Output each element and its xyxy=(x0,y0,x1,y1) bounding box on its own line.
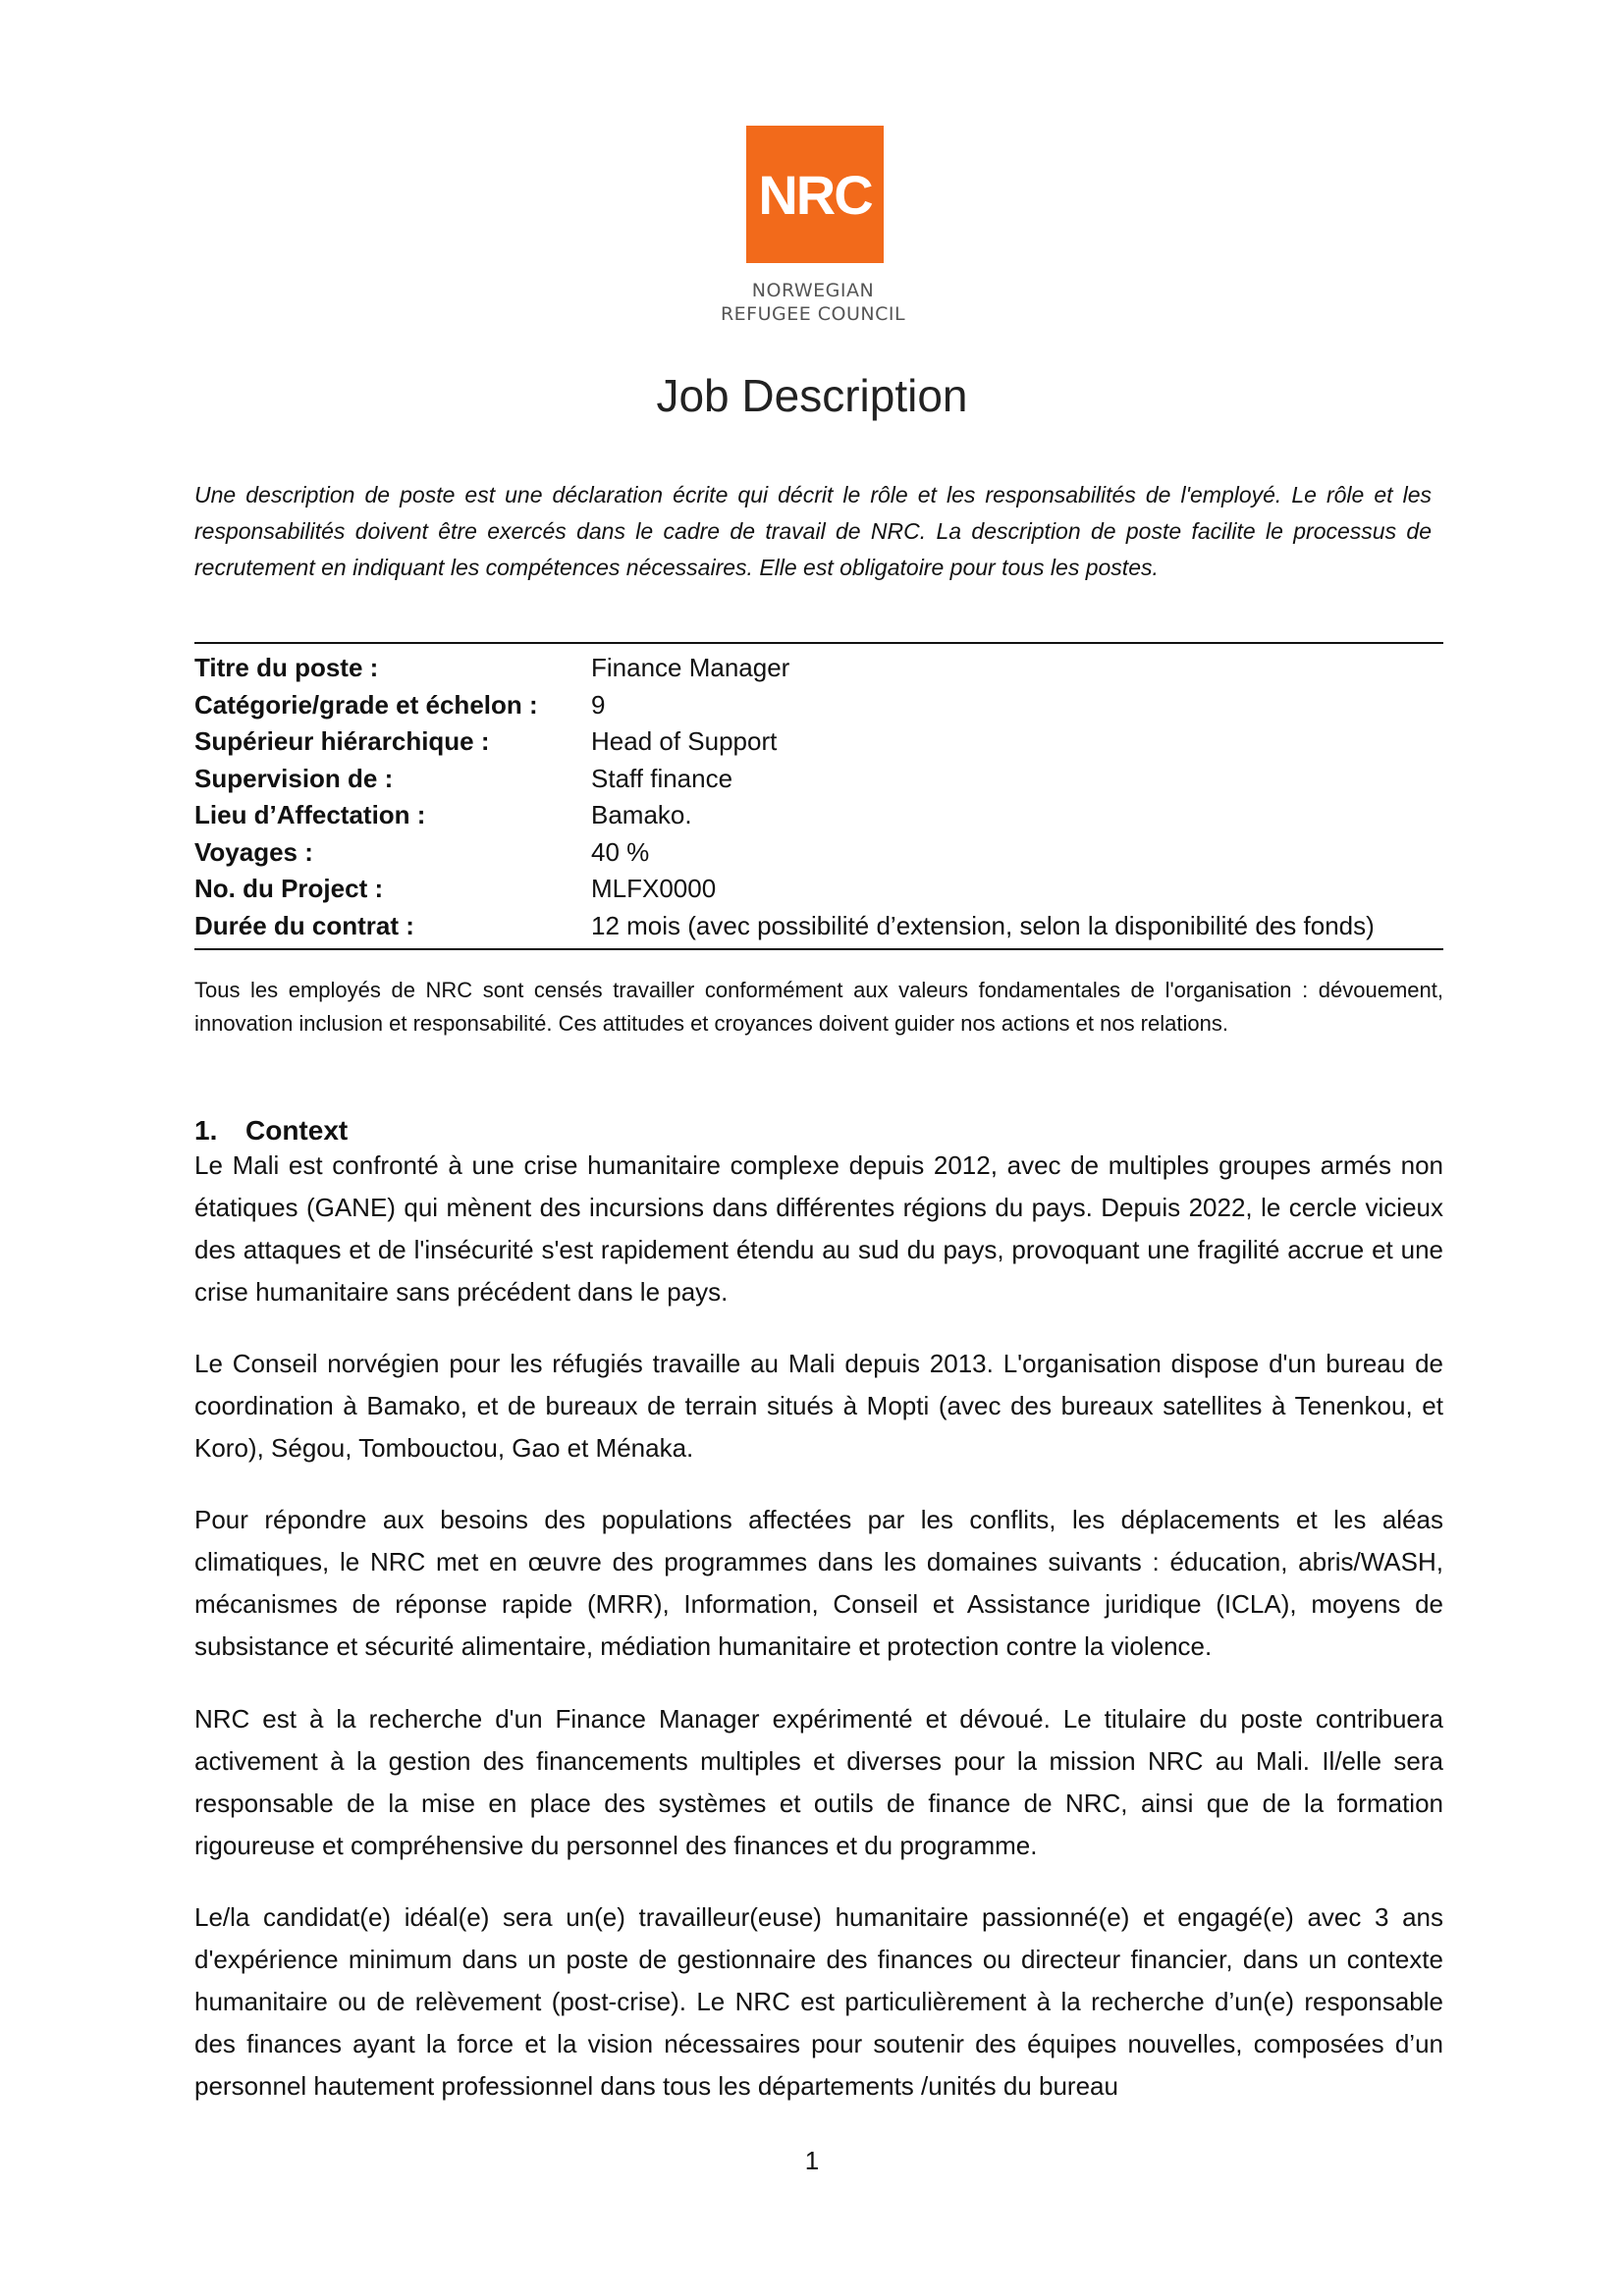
job-label: No. du Project : xyxy=(194,874,384,904)
job-row-project xyxy=(194,871,1443,908)
job-value: Head of Support xyxy=(591,726,778,757)
job-row-travel xyxy=(194,834,1443,872)
job-row-grade xyxy=(194,687,1443,724)
section-title: Context xyxy=(245,1115,349,1146)
job-label: Lieu d’Affectation : xyxy=(194,800,426,830)
job-label: Catégorie/grade et échelon : xyxy=(194,689,538,720)
job-details-table xyxy=(194,642,1443,950)
job-row-supervisor xyxy=(194,723,1443,761)
document-title: Job Description xyxy=(656,370,968,421)
job-label: Supérieur hiérarchique : xyxy=(194,726,490,757)
nrc-logo xyxy=(693,126,933,342)
job-label: Voyages : xyxy=(194,836,313,867)
job-row-supervision xyxy=(194,761,1443,798)
nrc-logo-wordmark xyxy=(693,279,933,326)
job-row-title xyxy=(194,650,1443,687)
job-label: Durée du contrat : xyxy=(194,910,414,940)
context-paragraph: NRC est à la recherche d'un Finance Manager expérimenté et dévoué. Le titulaire du poste contribuera activement à la gestion des financements multiples et diverses pour la mission NRC au Mali. Il/elle sera responsable de la mise en place des systèmes et outils de finance de NRC, ainsi que de la formation rigoureuse et compréhensive du personnel des finances et du programme. xyxy=(194,1704,1443,1860)
job-value: 40 % xyxy=(591,836,650,867)
job-value: 9 xyxy=(591,689,606,720)
job-row-location xyxy=(194,797,1443,834)
job-value: Staff finance xyxy=(591,763,733,793)
logo-org-line2: REFUGEE COUNCIL xyxy=(720,303,906,325)
job-value: 12 mois (avec possibilité d’extension, selon la disponibilité des fonds) xyxy=(591,910,1375,940)
job-value: MLFX0000 xyxy=(591,874,717,904)
context-paragraph: Le/la candidat(e) idéal(e) sera un(e) travailleur(euse) humanitaire passionné(e) et engagé(e) avec 3 ans d'expérience minimum dans un poste de gestionnaire des finances ou directeur financier, dans un contexte humanitaire ou de relèvement (post-crise). Le NRC est particulièrement à la recherche d’un(e) responsable des finances ayant la force et la vision nécessaires pour soutenir des équipes nouvelles, composées d’un personnel hautement professionnel dans tous les départements /unités du bureau xyxy=(194,1902,1443,2101)
nrc-logo-letters: NRC xyxy=(758,163,872,226)
section-heading-context xyxy=(194,1115,348,1147)
job-value: Bamako. xyxy=(591,800,692,830)
context-paragraph: Pour répondre aux besoins des populations affectées par les conflits, les déplacements et les aléas climatiques, le NRC met en œuvre des programmes dans les domaines suivants : éducation, abris/WASH, mécanismes de réponse rapide (MRR), Information, Conseil et Assistance juridique (ICLA), moyens de subsistance et sécurité alimentaire, médiation humanitaire et protection contre la violence. xyxy=(194,1505,1443,1661)
nrc-logo-mark xyxy=(746,126,884,263)
context-paragraph: Le Conseil norvégien pour les réfugiés travaille au Mali depuis 2013. L'organisation dispose d'un bureau de coordination à Bamako, et de bureaux de terrain situés à Mopti (avec des bureaux satellites à Tenenkou, et Koro), Ségou, Tombouctou, Gao et Ménaka. xyxy=(194,1349,1443,1463)
section-number: 1. xyxy=(194,1115,218,1146)
job-label: Supervision de : xyxy=(194,763,394,793)
context-paragraph: Le Mali est confronté à une crise humanitaire complexe depuis 2012, avec de multiples groupes armés non étatiques (GANE) qui mènent des incursions dans différentes régions du pays. Depuis 2022, le cercle vicieux des attaques et de l'insécurité s'est rapidement étendu au sud du pays, provoquant une fragilité accrue et une crise humanitaire sans précédent dans le pays. xyxy=(194,1150,1443,1307)
page-number: 1 xyxy=(804,2146,820,2175)
job-label: Titre du poste : xyxy=(194,653,379,683)
core-values-note: Tous les employés de NRC sont censés travailler conformément aux valeurs fondamentales de l'organisation : dévouement, innovation inclusion et responsabilité. Ces attitudes et croyances doivent guider nos actions et nos relations. xyxy=(194,978,1443,1036)
logo-org-line1: NORWEGIAN xyxy=(751,280,875,301)
intro-paragraph: Une description de poste est une déclaration écrite qui décrit le rôle et les responsabilités de l'employé. Le rôle et les responsabilités doivent être exercés dans le cadre de travail de NRC. La description de poste facilite le processus de recrutement en indiquant les compétences nécessaires. Elle est obligatoire pour tous les postes. xyxy=(194,482,1432,580)
job-value: Finance Manager xyxy=(591,653,790,683)
job-row-contract xyxy=(194,908,1443,945)
